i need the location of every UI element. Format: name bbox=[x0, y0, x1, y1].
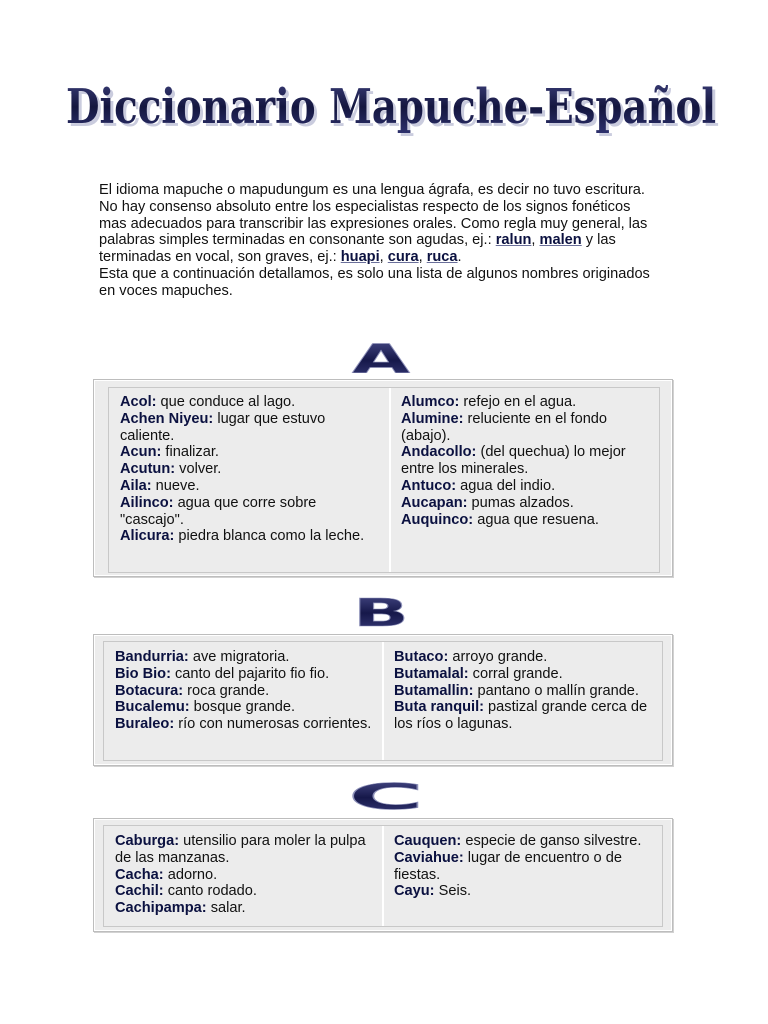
entry-term: Caviahue: bbox=[394, 849, 464, 866]
entry-term: Cachil: bbox=[115, 883, 164, 900]
entry-definition: pantano o mallín grande. bbox=[473, 682, 639, 699]
intro-p2-mid: y las terminadas en vocal, son graves, ej.: bbox=[99, 232, 616, 266]
intro-paragraph-1: El idioma mapuche o mapudungum es una lengua ágrafa, es decir no tuvo escritura. bbox=[99, 182, 645, 198]
section-letter-b bbox=[350, 593, 412, 631]
entry-term: Achen Niyeu: bbox=[120, 410, 214, 427]
page-title bbox=[62, 80, 722, 142]
entry bbox=[115, 833, 372, 867]
entry-definition: ave migratoria. bbox=[188, 649, 290, 665]
intro-paragraph-2 bbox=[99, 199, 659, 266]
entry bbox=[401, 512, 645, 529]
entry-definition: agua que corre sobre "cascajo". bbox=[120, 494, 317, 528]
entry-definition: salar. bbox=[206, 900, 246, 917]
entry bbox=[120, 411, 379, 445]
entry-term: Alumine: bbox=[401, 410, 464, 427]
entry-term: Acol: bbox=[120, 394, 157, 410]
entry-term: Cacha: bbox=[115, 866, 164, 883]
intro-paragraph-3: Esta que a continuación detallamos, es solo una lista de algunos nombres originados en voces mapuches. bbox=[99, 265, 650, 299]
entry bbox=[115, 666, 372, 683]
entry-definition: utensilio para moler la pulpa de las manzanas. bbox=[115, 833, 366, 866]
column-right bbox=[389, 388, 659, 572]
example-word: ruca bbox=[426, 249, 458, 266]
entry-term: Butamallin: bbox=[394, 682, 474, 699]
entry bbox=[401, 411, 645, 445]
entry-term: Cachipampa: bbox=[115, 900, 207, 917]
entry-definition: refejo en el agua. bbox=[459, 394, 577, 410]
entry-definition: volver. bbox=[175, 461, 222, 478]
entry-definition: arroyo grande. bbox=[448, 649, 548, 665]
entry-term: Andacollo: bbox=[401, 444, 477, 461]
entry-term: Butaco: bbox=[394, 649, 449, 665]
entry-definition: agua que resuena. bbox=[473, 511, 599, 528]
entry-term: Alicura: bbox=[120, 528, 175, 545]
entry bbox=[120, 478, 379, 495]
column-left bbox=[104, 642, 382, 760]
entry-definition: (del quechua) lo mejor entre los minerales. bbox=[401, 444, 626, 478]
entry-term: Aucapan: bbox=[401, 494, 468, 511]
entry-term: Aila: bbox=[120, 477, 152, 494]
entry-term: Buta ranquil: bbox=[394, 699, 484, 716]
dictionary-box-b bbox=[93, 634, 673, 766]
entry-definition: adorno. bbox=[163, 866, 218, 883]
entry-definition: lugar de encuentro o de fiestas. bbox=[394, 849, 622, 883]
entry bbox=[120, 495, 379, 529]
column-left bbox=[109, 388, 389, 572]
separator: , bbox=[531, 232, 540, 249]
separator: , bbox=[379, 249, 388, 266]
entry-definition: bosque grande. bbox=[189, 699, 296, 716]
entry bbox=[394, 699, 648, 733]
entry bbox=[120, 528, 379, 545]
entry bbox=[115, 683, 372, 700]
entry-definition: canto del pajarito fio fio. bbox=[170, 665, 330, 682]
entry-term: Cauquen: bbox=[394, 833, 462, 849]
entry-term: Auquinco: bbox=[401, 511, 474, 528]
entry-definition: finalizar. bbox=[161, 444, 219, 461]
example-word: huapi bbox=[340, 249, 380, 266]
entry bbox=[120, 394, 379, 411]
entry-definition: Seis. bbox=[434, 883, 472, 900]
entry bbox=[401, 394, 645, 411]
entry-term: Buraleo: bbox=[115, 716, 175, 733]
entry-definition: agua del indio. bbox=[456, 477, 556, 494]
entry-definition: nueve. bbox=[151, 477, 200, 494]
letter-a-text: A bbox=[352, 338, 411, 378]
page-title-text: Diccionario Mapuche-Español bbox=[66, 80, 716, 135]
entry bbox=[394, 683, 648, 700]
entry bbox=[401, 478, 645, 495]
example-word: malen bbox=[539, 232, 582, 249]
entry bbox=[401, 495, 645, 512]
entry-definition: que conduce al lago. bbox=[156, 394, 296, 410]
entry bbox=[120, 444, 379, 461]
entry-definition: piedra blanca como la leche. bbox=[174, 528, 365, 545]
entry bbox=[115, 649, 372, 666]
entry bbox=[401, 444, 645, 478]
entry bbox=[115, 883, 372, 900]
entry-term: Cayu: bbox=[394, 883, 435, 900]
dictionary-table-a bbox=[108, 387, 660, 573]
entry bbox=[120, 461, 379, 478]
letter-c-text: C bbox=[348, 778, 424, 814]
entry-definition: especie de ganso silvestre. bbox=[461, 833, 642, 849]
entry-term: Alumco: bbox=[401, 394, 460, 410]
letter-b-text: B bbox=[353, 593, 409, 631]
entry bbox=[394, 649, 648, 666]
entry bbox=[115, 867, 372, 884]
intro-p2-text: No hay consenso absoluto entre los especialistas respecto de los signos fonéticos mas adecuados para transcribir las expresiones orales. Como regla muy general, las palabras simples terminadas en consonante son agudas, ej.: bbox=[99, 198, 648, 249]
entry-term: Acun: bbox=[120, 444, 162, 461]
entry-term: Bio Bio: bbox=[115, 665, 171, 682]
column-right bbox=[382, 826, 662, 926]
intro-p2-end: . bbox=[457, 249, 462, 266]
entry bbox=[394, 833, 648, 850]
entry-term: Acutun: bbox=[120, 461, 176, 478]
page-title-shadow: Diccionario Mapuche-Español bbox=[69, 82, 719, 138]
dictionary-box-c bbox=[93, 818, 673, 932]
example-word: ralun bbox=[495, 232, 532, 249]
section-letter-c bbox=[346, 778, 426, 814]
dictionary-box-a bbox=[93, 379, 673, 577]
entry-definition: corral grande. bbox=[468, 665, 563, 682]
entry-definition: lugar que estuvo caliente. bbox=[120, 410, 326, 444]
entry-definition: pumas alzados. bbox=[467, 494, 574, 511]
entry-definition: pastizal grande cerca de los ríos o lagunas. bbox=[394, 699, 648, 733]
section-letter-a bbox=[350, 338, 412, 378]
example-word: cura bbox=[387, 249, 419, 266]
separator: , bbox=[418, 249, 427, 266]
entry bbox=[394, 850, 648, 884]
entry-term: Antuco: bbox=[401, 477, 457, 494]
entry-definition: río con numerosas corrientes. bbox=[174, 716, 372, 733]
entry-term: Ailinco: bbox=[120, 494, 174, 511]
entry-definition: canto rodado. bbox=[163, 883, 257, 900]
dictionary-table-c bbox=[103, 825, 663, 927]
entry bbox=[394, 666, 648, 683]
entry-term: Butamalal: bbox=[394, 665, 469, 682]
entry-term: Botacura: bbox=[115, 682, 184, 699]
column-right bbox=[382, 642, 662, 760]
entry bbox=[115, 716, 372, 733]
entry bbox=[394, 883, 648, 900]
entry-term: Bucalemu: bbox=[115, 699, 190, 716]
entry-definition: roca grande. bbox=[183, 682, 270, 699]
entry-definition: reluciente en el fondo (abajo). bbox=[401, 410, 608, 444]
entry-term: Caburga: bbox=[115, 833, 180, 849]
entry bbox=[115, 699, 372, 716]
entry-term: Bandurria: bbox=[115, 649, 189, 665]
intro-text bbox=[99, 182, 659, 300]
dictionary-table-b bbox=[103, 641, 663, 761]
column-left bbox=[104, 826, 382, 926]
entry bbox=[115, 900, 372, 917]
